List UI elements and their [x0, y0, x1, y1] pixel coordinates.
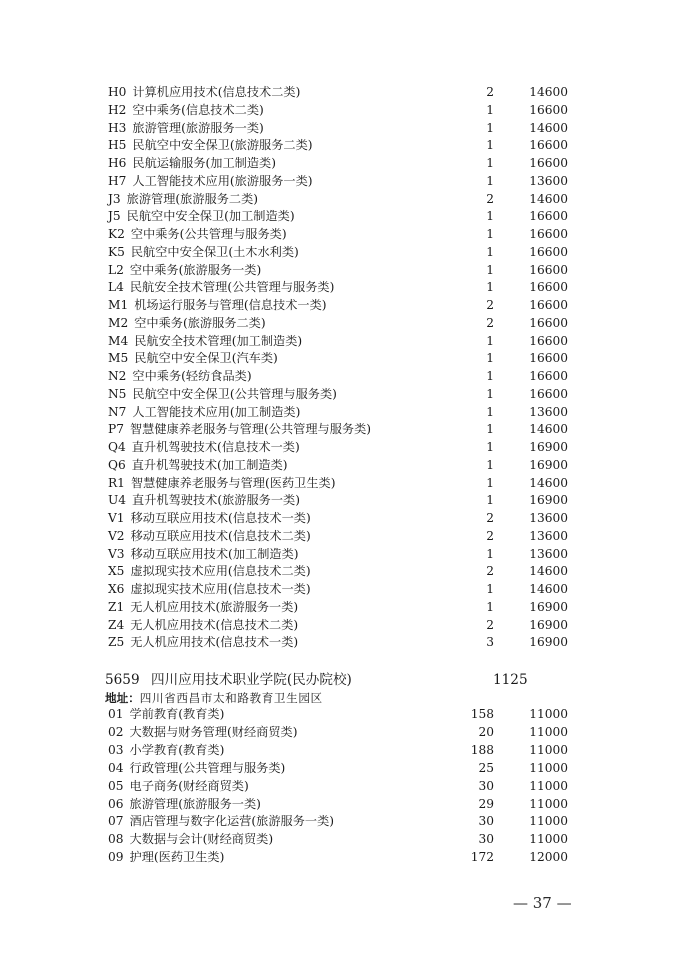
enrollment-count: 1 — [486, 599, 494, 614]
table-row — [108, 741, 568, 759]
program-name: 民航安全技术管理(加工制造类) — [134, 333, 303, 348]
program-label — [108, 562, 311, 580]
enrollment-count: 29 — [478, 796, 494, 811]
tuition-fee: 11000 — [529, 796, 568, 811]
program-code: M2 — [108, 315, 129, 330]
table-row — [108, 598, 568, 616]
program-code: K5 — [108, 244, 125, 259]
tuition-fee: 16600 — [529, 333, 568, 348]
page-number: — 37 — — [513, 894, 572, 912]
program-label — [108, 101, 264, 119]
enrollment-count: 1 — [486, 138, 494, 153]
program-label — [108, 795, 261, 813]
enrollment-count: 2 — [486, 511, 494, 525]
table-row — [108, 580, 568, 598]
program-code: L4 — [108, 280, 124, 295]
program-name: 酒店管理与数字化运营(旅游服务一类) — [129, 814, 335, 829]
table-row — [108, 848, 568, 866]
program-code: 06 — [108, 796, 124, 811]
program-name: 空中乘务(旅游服务一类) — [129, 262, 262, 277]
program-label — [108, 261, 261, 279]
tuition-fee: 16600 — [529, 102, 568, 117]
program-label — [108, 545, 299, 563]
program-code: 09 — [108, 850, 124, 865]
tuition-fee: 16900 — [529, 493, 568, 508]
table-row — [108, 491, 568, 509]
enrollment-count: 1 — [486, 404, 494, 419]
table-row — [108, 509, 568, 527]
table-row — [108, 474, 568, 492]
table-row — [108, 314, 568, 332]
table-row — [108, 403, 568, 421]
enrollment-count: 30 — [478, 814, 494, 829]
program-label — [108, 332, 302, 350]
table-row — [108, 119, 568, 137]
address-label: 地址： — [105, 691, 140, 705]
enrollment-count: 30 — [478, 778, 494, 793]
table-row — [108, 101, 568, 119]
program-name: 护理(医药卫生类) — [129, 850, 225, 865]
enrollment-count: 20 — [478, 724, 494, 739]
tuition-fee: 14600 — [529, 120, 568, 135]
tuition-fee: 11000 — [529, 760, 568, 775]
program-code: 05 — [108, 778, 124, 793]
enrollment-count: 1 — [486, 280, 494, 295]
table-row — [108, 278, 568, 296]
tuition-fee: 11000 — [529, 814, 568, 829]
enrollment-count: 1 — [486, 156, 494, 170]
enrollment-count: 172 — [470, 850, 494, 865]
tuition-fee: 13600 — [529, 511, 568, 525]
program-name: 直升机驾驶技术(加工制造类) — [131, 457, 288, 472]
program-label — [108, 598, 298, 616]
program-label — [108, 438, 300, 456]
program-code: Z5 — [108, 635, 125, 650]
program-name: 机场运行服务与管理(信息技术一类) — [134, 298, 327, 312]
program-code: M5 — [108, 351, 129, 366]
program-code: Z4 — [108, 617, 125, 632]
tuition-fee: 16900 — [529, 457, 568, 472]
table-row — [108, 456, 568, 474]
program-code: R1 — [108, 475, 125, 490]
program-code: Q6 — [108, 457, 126, 472]
enrollment-count: 158 — [470, 707, 494, 721]
tuition-fee: 14600 — [529, 85, 568, 99]
enrollment-count: 1 — [486, 440, 494, 454]
program-code: H0 — [108, 85, 127, 99]
table-row — [108, 795, 568, 813]
program-name: 民航空中安全保卫(土木水利类) — [130, 244, 299, 259]
program-name: 旅游管理(旅游服务一类) — [129, 796, 261, 811]
address-text: 四川省西昌市太和路教育卫生园区 — [139, 691, 323, 705]
enrollment-count: 2 — [486, 315, 494, 330]
program-label — [108, 278, 334, 296]
table-row — [108, 261, 568, 279]
program-code: X6 — [108, 582, 125, 596]
enrollment-count: 2 — [486, 564, 494, 579]
program-name: 无人机应用技术(旅游服务一类) — [130, 599, 299, 614]
program-code: N2 — [108, 369, 127, 383]
program-label — [108, 812, 334, 830]
program-label — [108, 154, 276, 172]
program-name: 直升机驾驶技术(旅游服务一类) — [132, 493, 300, 508]
program-name: 人工智能技术应用(旅游服务一类) — [132, 173, 313, 188]
table-row — [108, 420, 568, 438]
school-header — [105, 670, 528, 690]
program-name: 空中乘务(公共管理与服务类) — [130, 227, 287, 241]
program-label — [108, 741, 224, 759]
program-label — [108, 119, 264, 137]
tuition-fee: 11000 — [529, 742, 568, 757]
enrollment-count: 3 — [486, 635, 494, 650]
enrollment-count: 1 — [486, 422, 494, 437]
tuition-fee: 16900 — [529, 440, 568, 454]
enrollment-count: 1 — [486, 351, 494, 366]
program-code: H5 — [108, 138, 127, 153]
program-name: 空中乘务(旅游服务二类) — [134, 315, 266, 330]
program-label — [108, 633, 298, 651]
table-row — [108, 616, 568, 634]
table-row — [108, 225, 568, 243]
enrollment-count: 1 — [486, 369, 494, 383]
program-label — [108, 190, 258, 208]
program-code: N7 — [108, 404, 127, 419]
program-label — [108, 136, 313, 154]
program-label — [108, 491, 300, 509]
program-name: 民航空中安全保卫(汽车类) — [134, 351, 278, 366]
enrollment-count: 1 — [486, 209, 494, 224]
tuition-fee: 11000 — [529, 707, 568, 721]
tuition-fee: 11000 — [529, 724, 568, 739]
table-row — [108, 777, 568, 795]
tuition-fee: 16900 — [529, 635, 568, 650]
table-row — [108, 545, 568, 563]
program-name: 无人机应用技术(信息技术二类) — [130, 617, 299, 632]
program-name: 小学教育(教育类) — [129, 742, 225, 757]
tuition-fee: 16600 — [529, 138, 568, 153]
tuition-fee: 16600 — [529, 262, 568, 277]
program-code: H2 — [108, 102, 127, 117]
table-row — [108, 812, 568, 830]
program-code: 04 — [108, 760, 124, 775]
program-code: U4 — [108, 493, 127, 508]
program-label — [108, 225, 287, 243]
enrollment-count: 30 — [478, 832, 494, 847]
program-name: 人工智能技术应用(加工制造类) — [132, 404, 301, 419]
enrollment-count: 1 — [486, 493, 494, 508]
program-name: 移动互联应用技术(信息技术一类) — [130, 511, 311, 525]
program-name: 空中乘务(信息技术二类) — [132, 102, 264, 117]
program-name: 旅游管理(旅游服务一类) — [132, 120, 264, 135]
program-code: V3 — [108, 546, 125, 561]
enrollment-count: 1 — [486, 457, 494, 472]
program-label — [108, 314, 266, 332]
table-row — [108, 83, 568, 101]
program-name: 空中乘务(轻纺食品类) — [132, 369, 252, 383]
table-row — [108, 723, 568, 741]
program-code: J5 — [108, 209, 121, 224]
program-code: P7 — [108, 422, 124, 437]
tuition-fee: 16900 — [529, 617, 568, 632]
table-row — [108, 136, 568, 154]
program-code: 07 — [108, 814, 124, 829]
tuition-fee: 14600 — [529, 582, 568, 596]
enrollment-count: 1 — [486, 333, 494, 348]
enrollment-count: 2 — [486, 528, 494, 543]
tuition-fee: 13600 — [529, 546, 568, 561]
program-label — [108, 509, 311, 527]
program-code: Q4 — [108, 440, 126, 454]
table-row — [108, 705, 568, 723]
program-code: H6 — [108, 156, 127, 170]
program-code: X5 — [108, 564, 125, 579]
program-code: M1 — [108, 298, 129, 312]
program-label — [108, 172, 313, 190]
tuition-fee: 12000 — [529, 850, 568, 865]
table-row — [108, 349, 568, 367]
enrollment-count: 2 — [486, 191, 494, 206]
table-row — [108, 830, 568, 848]
program-name: 民航空中安全保卫(加工制造类) — [126, 209, 295, 224]
tuition-fee: 14600 — [529, 564, 568, 579]
program-label — [108, 83, 300, 101]
enrollment-count: 1 — [486, 546, 494, 561]
program-name: 民航安全技术管理(公共管理与服务类) — [129, 280, 335, 295]
program-name: 大数据与会计(财经商贸类) — [129, 832, 274, 847]
enrollment-count: 2 — [486, 85, 494, 99]
enrollment-count: 1 — [486, 244, 494, 259]
tuition-fee: 16600 — [529, 280, 568, 295]
program-name: 民航运输服务(加工制造类) — [132, 156, 276, 170]
program-code: H3 — [108, 120, 127, 135]
program-name: 学前教育(教育类) — [129, 707, 225, 721]
enrollment-count: 1 — [486, 262, 494, 277]
table-row — [108, 243, 568, 261]
program-label — [108, 420, 371, 438]
program-label — [108, 580, 311, 598]
table-row — [108, 207, 568, 225]
tuition-fee: 16600 — [529, 209, 568, 224]
table-row — [108, 438, 568, 456]
tuition-fee: 16600 — [529, 156, 568, 170]
program-label — [108, 243, 299, 261]
program-name: 无人机应用技术(信息技术一类) — [130, 635, 299, 650]
program-name: 虚拟现实技术应用(信息技术二类) — [130, 564, 311, 579]
program-name: 虚拟现实技术应用(信息技术一类) — [130, 582, 311, 596]
table-row — [108, 332, 568, 350]
program-code: L2 — [108, 262, 124, 277]
program-code: H7 — [108, 173, 127, 188]
program-code: N5 — [108, 386, 127, 401]
tuition-fee: 16600 — [529, 386, 568, 401]
enrollment-count: 1 — [486, 386, 494, 401]
program-code: V1 — [108, 511, 125, 525]
enrollment-count: 1 — [486, 582, 494, 596]
table-row — [108, 172, 568, 190]
program-name: 大数据与财务管理(财经商贸类) — [129, 724, 298, 739]
enrollment-count: 188 — [470, 742, 494, 757]
enrollment-count: 2 — [486, 298, 494, 312]
program-code: J3 — [108, 191, 121, 206]
tuition-fee: 16600 — [529, 351, 568, 366]
program-name: 智慧健康养老服务与管理(医药卫生类) — [130, 475, 336, 490]
program-code: 01 — [108, 707, 124, 721]
table-row — [108, 385, 568, 403]
tuition-fee: 13600 — [529, 173, 568, 188]
school-code: 5659 — [105, 672, 140, 688]
program-code: 08 — [108, 832, 124, 847]
enrollment-count: 25 — [478, 760, 494, 775]
program-name: 智慧健康养老服务与管理(公共管理与服务类) — [129, 422, 372, 437]
program-name: 电子商务(财经商贸类) — [129, 778, 249, 793]
tuition-fee: 14600 — [529, 191, 568, 206]
table-row — [108, 190, 568, 208]
tuition-fee: 16600 — [529, 227, 568, 241]
enrollment-count: 2 — [486, 617, 494, 632]
enrollment-count: 1 — [486, 173, 494, 188]
tuition-fee: 14600 — [529, 475, 568, 490]
program-name: 民航空中安全保卫(公共管理与服务类) — [132, 386, 337, 401]
program-name: 旅游管理(旅游服务二类) — [126, 191, 259, 206]
tuition-fee: 13600 — [529, 528, 568, 543]
table-row — [108, 633, 568, 651]
program-label — [108, 385, 337, 403]
enrollment-count: 1 — [486, 227, 494, 241]
table-row — [108, 296, 568, 314]
program-label — [108, 403, 300, 421]
program-code: V2 — [108, 528, 125, 543]
enrollment-count: 1 — [486, 475, 494, 490]
tuition-fee: 16600 — [529, 369, 568, 383]
program-label — [108, 830, 273, 848]
program-name: 行政管理(公共管理与服务类) — [129, 760, 286, 775]
tuition-fee: 11000 — [529, 832, 568, 847]
tuition-fee: 16600 — [529, 244, 568, 259]
program-label — [108, 207, 295, 225]
table-row — [108, 367, 568, 385]
program-label — [108, 349, 278, 367]
program-code: K2 — [108, 227, 125, 241]
program-label — [108, 723, 297, 741]
table-row — [108, 527, 568, 545]
tuition-fee: 14600 — [529, 422, 568, 437]
program-label — [108, 705, 224, 723]
program-name: 民航空中安全保卫(旅游服务二类) — [132, 138, 313, 153]
program-name: 直升机驾驶技术(信息技术一类) — [131, 440, 300, 454]
tuition-fee: 16900 — [529, 599, 568, 614]
tuition-fee: 16600 — [529, 298, 568, 312]
tuition-fee: 16600 — [529, 315, 568, 330]
table-row — [108, 562, 568, 580]
program-code: Z1 — [108, 599, 125, 614]
school-total-count: 1125 — [493, 672, 528, 688]
program-label — [108, 474, 335, 492]
enrollment-count: 1 — [486, 102, 494, 117]
program-code: 03 — [108, 742, 124, 757]
program-code: M4 — [108, 333, 129, 348]
program-label — [108, 777, 249, 795]
program-label — [108, 848, 224, 866]
table-row — [108, 154, 568, 172]
program-label — [108, 759, 285, 777]
program-name: 计算机应用技术(信息技术二类) — [132, 85, 301, 99]
tuition-fee: 13600 — [529, 404, 568, 419]
enrollment-count: 1 — [486, 120, 494, 135]
program-code: 02 — [108, 724, 124, 739]
tuition-fee: 11000 — [529, 778, 568, 793]
program-name: 移动互联应用技术(信息技术二类) — [130, 528, 311, 543]
program-label — [108, 616, 298, 634]
table-row — [108, 759, 568, 777]
program-label — [108, 527, 311, 545]
program-label — [108, 367, 252, 385]
program-label — [108, 456, 288, 474]
program-label — [108, 296, 327, 314]
program-name: 移动互联应用技术(加工制造类) — [130, 546, 299, 561]
school-name: 四川应用技术职业学院(民办院校) — [150, 672, 352, 688]
